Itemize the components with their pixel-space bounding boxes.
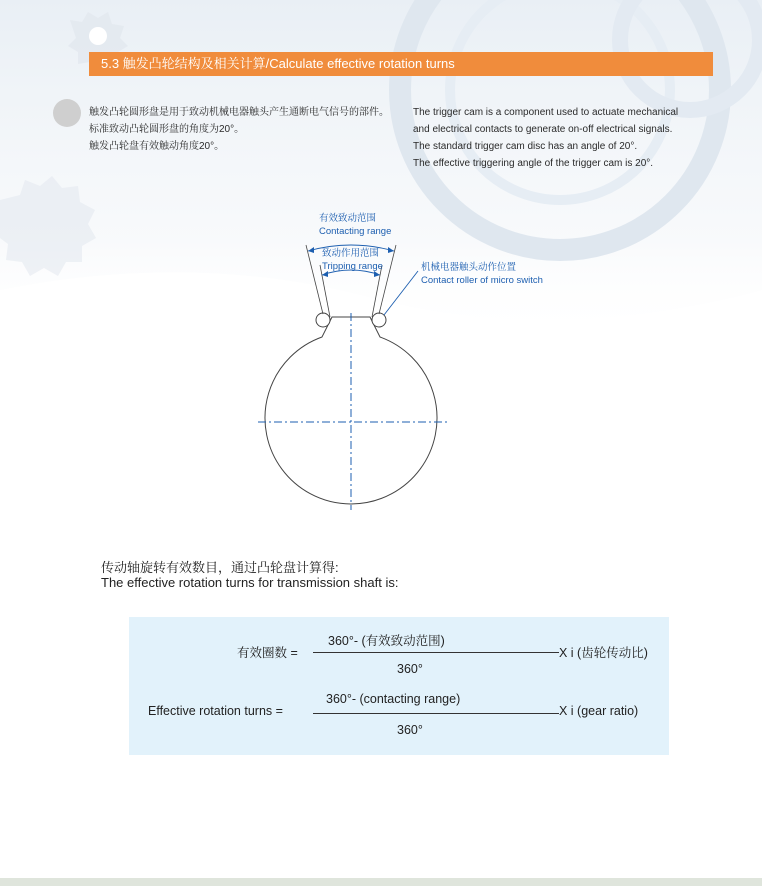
roller-leader-line [384,271,418,315]
intro-en-line: and electrical contacts to generate on-off electrical signals. [413,124,673,135]
intro-en-line: The trigger cam is a component used to actuate mechanical [413,107,679,118]
formula-en-multiplier: X i (gear ratio) [559,704,639,718]
formula-box [129,617,669,755]
section-title: 5.3 触发凸轮结构及相关计算/Calculate effective rotation turns [101,56,455,71]
formula-cn-multiplier: X i (齿轮传动比) [559,646,648,660]
tripping-range-label-en: Tripping range [322,261,383,272]
bottom-decorative-strip [0,878,762,886]
roller-label-cn: 机械电器触头动作位置 [421,262,517,273]
intro-english [413,104,733,172]
calc-heading-cn: 传动轴旋转有效数目，通过凸轮盘计算得: [101,560,339,575]
contact-roller-left [316,313,330,327]
intro-en-line: The effective triggering angle of the trigger cam is 20°. [413,158,654,169]
intro-chinese [89,104,394,155]
intro-cn-line: 触发凸轮圆形盘是用于致动机械电器触头产生通断电气信号的部件。 [89,107,389,118]
formula-cn-fraction-bar [313,652,559,653]
contact-roller-right [372,313,386,327]
contacting-range-label-en: Contacting range [319,226,392,237]
calc-heading-en: The effective rotation turns for transmission shaft is: [101,575,399,590]
formula-en-denominator: 360° [397,723,423,737]
formula-cn-numerator: 360°- (有效致动范围) [328,634,445,648]
trigger-cam-diagram [240,205,570,525]
tripping-range-label-cn: 致动作用范围 [322,248,380,259]
formula-en-label: Effective rotation turns = [148,704,283,718]
formula-cn-label: 有效圈数 = [237,646,298,660]
formula-cn-denominator: 360° [397,662,423,676]
formula-en-fraction-bar [313,713,559,714]
formula-en-numerator: 360°- (contacting range) [326,692,461,706]
intro-cn-line: 标准致动凸轮圆形盘的角度为20°。 [89,124,245,135]
intro-en-line: The standard trigger cam disc has an angle of 20°. [413,141,638,152]
intro-cn-line: 触发凸轮盘有效触动角度20°。 [89,141,225,152]
contacting-range-label-cn: 有效致动范围 [319,213,377,224]
section-title-bar [89,52,713,76]
roller-label-en: Contact roller of micro switch [421,275,543,286]
cam-drawing [240,205,570,525]
